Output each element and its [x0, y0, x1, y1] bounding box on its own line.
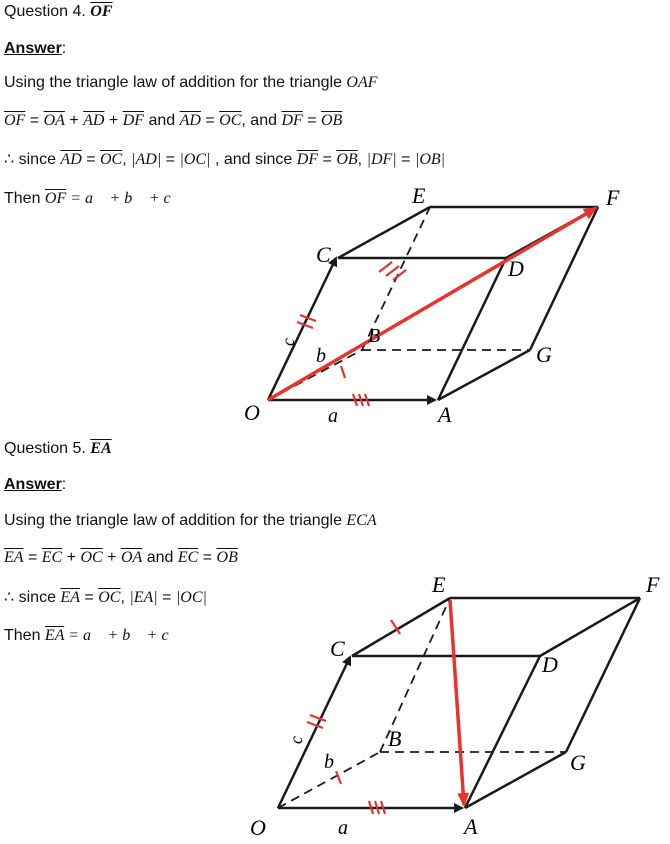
- sep: ,: [357, 151, 367, 168]
- resultant-OF-arrow: [268, 208, 596, 400]
- q5-equation-line: [4, 548, 238, 568]
- vec-term: $\overline{OC}$: [219, 112, 242, 129]
- q5-heading-vector: $\overline{EA}$: [90, 440, 112, 457]
- label-A: A: [438, 402, 452, 427]
- vec-term: $\overline{EA}$: [44, 627, 65, 644]
- label-vector-a: a⃗: [338, 817, 364, 839]
- op: =: [396, 151, 415, 168]
- vec-term: $\overline{OB}$: [321, 112, 343, 129]
- q4-since-line: [4, 150, 445, 170]
- magnitude: |AD|: [131, 151, 162, 168]
- op: =: [318, 151, 337, 168]
- label-C: C: [330, 636, 345, 661]
- vec-term: $\overline{AD}$: [179, 112, 201, 129]
- op: +: [102, 549, 121, 566]
- q4-heading: [4, 2, 113, 22]
- q5-law-sentence: Using the triangle law of addition for the triangle: [4, 512, 347, 529]
- q5-heading-text: Question 5.: [4, 440, 86, 457]
- vec-term: $\overline{EA}$: [4, 549, 24, 566]
- op: +: [104, 112, 123, 129]
- op: =: [198, 549, 217, 566]
- q5-law-text: [4, 511, 377, 531]
- label-F: F: [646, 572, 660, 597]
- vec-term: $\overline{DF}$: [281, 112, 303, 129]
- label-F: F: [606, 185, 620, 210]
- edge-AG: [438, 350, 530, 400]
- q4-answer-colon: :: [61, 40, 67, 57]
- label-E: E: [432, 572, 446, 597]
- q5-answer-word: Answer: [4, 476, 62, 493]
- magnitude: |EA|: [129, 589, 158, 606]
- label-vector-b: b⃗: [324, 751, 350, 773]
- label-G: G: [536, 342, 552, 367]
- then-prefix: Then: [4, 190, 45, 207]
- vec-term: $\overline{OB}$: [216, 549, 238, 566]
- conj: , and since: [210, 151, 297, 168]
- label-O: O: [250, 815, 266, 840]
- vec-term: $\overline{OA}$: [120, 549, 143, 566]
- vec-term: $\overline{DF}$: [122, 112, 145, 129]
- edge-CE: [338, 207, 430, 258]
- op: =: [200, 112, 220, 129]
- magnitude: |OC|: [175, 589, 207, 606]
- vec-term: $\overline{EC}$: [177, 549, 199, 566]
- q4-heading-text: Question 4.: [4, 3, 86, 20]
- label-B: B: [388, 726, 402, 751]
- vec-term: $\overline{OC}$: [98, 589, 121, 606]
- q4-law-text: [4, 73, 378, 93]
- q4-law-sentence: Using the triangle law of addition for the triangle: [4, 74, 347, 91]
- op: =: [79, 589, 99, 606]
- op: =: [157, 589, 176, 606]
- op: =: [81, 151, 100, 168]
- conj: and: [142, 549, 178, 566]
- magnitude: |DF|: [366, 151, 397, 168]
- vec-term: $\overline{OF}$: [4, 112, 26, 129]
- label-vector-c: c⃗: [278, 324, 298, 346]
- op: =: [161, 151, 180, 168]
- q4-answer-word: Answer: [4, 40, 62, 57]
- conj: , and: [241, 112, 282, 129]
- label-vector-b: b⃗: [316, 345, 342, 367]
- since-prefix: ∴ since: [4, 589, 61, 606]
- resultant-EA-arrow: [450, 600, 464, 805]
- label-C: C: [316, 242, 331, 267]
- q5-answer-colon: :: [61, 476, 67, 493]
- edge-CE: [352, 598, 450, 656]
- label-vector-c: c⃗: [286, 722, 306, 744]
- then-rest: = a⃗ + b⃗ + c⃗: [66, 190, 184, 207]
- label-vector-a: a⃗: [328, 405, 354, 427]
- vec-term: $\overline{OA}$: [43, 112, 65, 129]
- q5-parallelepiped-figure: [0, 570, 670, 844]
- label-E: E: [412, 183, 426, 208]
- op: +: [64, 112, 84, 129]
- vec-term: $\overline{OB}$: [336, 151, 358, 168]
- q4-heading-vector: $\overline{OF}$: [90, 3, 113, 20]
- q4-answer-label: [4, 39, 66, 59]
- vec-term: $\overline{EC}$: [41, 549, 63, 566]
- then-rest: = a⃗ + b⃗ + c⃗: [64, 627, 182, 644]
- conj: and: [144, 112, 180, 129]
- q5-answer-label: [4, 475, 66, 495]
- op: =: [25, 112, 44, 129]
- op: =: [23, 549, 42, 566]
- q5-heading: [4, 439, 112, 459]
- label-A: A: [464, 814, 478, 839]
- equal-tick-marks: [297, 262, 406, 406]
- vec-term: $\overline{AD}$: [83, 112, 105, 129]
- op: =: [302, 112, 321, 129]
- vec-term: $\overline{OF}$: [44, 190, 67, 207]
- magnitude: |OC|: [179, 151, 211, 168]
- q5-law-triangle: ECA: [346, 512, 377, 529]
- edge-GF: [566, 598, 640, 752]
- q4-law-triangle: OAF: [346, 74, 378, 91]
- vec-term: $\overline{EA}$: [60, 589, 80, 606]
- label-G: G: [570, 750, 586, 775]
- q4-equation-line: [4, 111, 342, 131]
- sep: ,: [120, 589, 130, 606]
- vec-term: $\overline{DF}$: [296, 151, 319, 168]
- vec-term: $\overline{AD}$: [60, 151, 82, 168]
- label-D: D: [542, 652, 558, 677]
- vec-term: $\overline{OC}$: [80, 549, 103, 566]
- sep: ,: [122, 151, 132, 168]
- q4-parallelepiped-figure: [0, 180, 670, 430]
- label-D: D: [508, 256, 524, 281]
- label-B: B: [368, 325, 381, 347]
- label-O: O: [244, 400, 260, 425]
- vec-term: $\overline{OC}$: [99, 151, 123, 168]
- then-prefix: Then: [4, 627, 45, 644]
- magnitude: |OB|: [414, 151, 446, 168]
- edge-AD: [465, 656, 540, 808]
- since-prefix: ∴ since: [4, 151, 61, 168]
- op: +: [62, 549, 81, 566]
